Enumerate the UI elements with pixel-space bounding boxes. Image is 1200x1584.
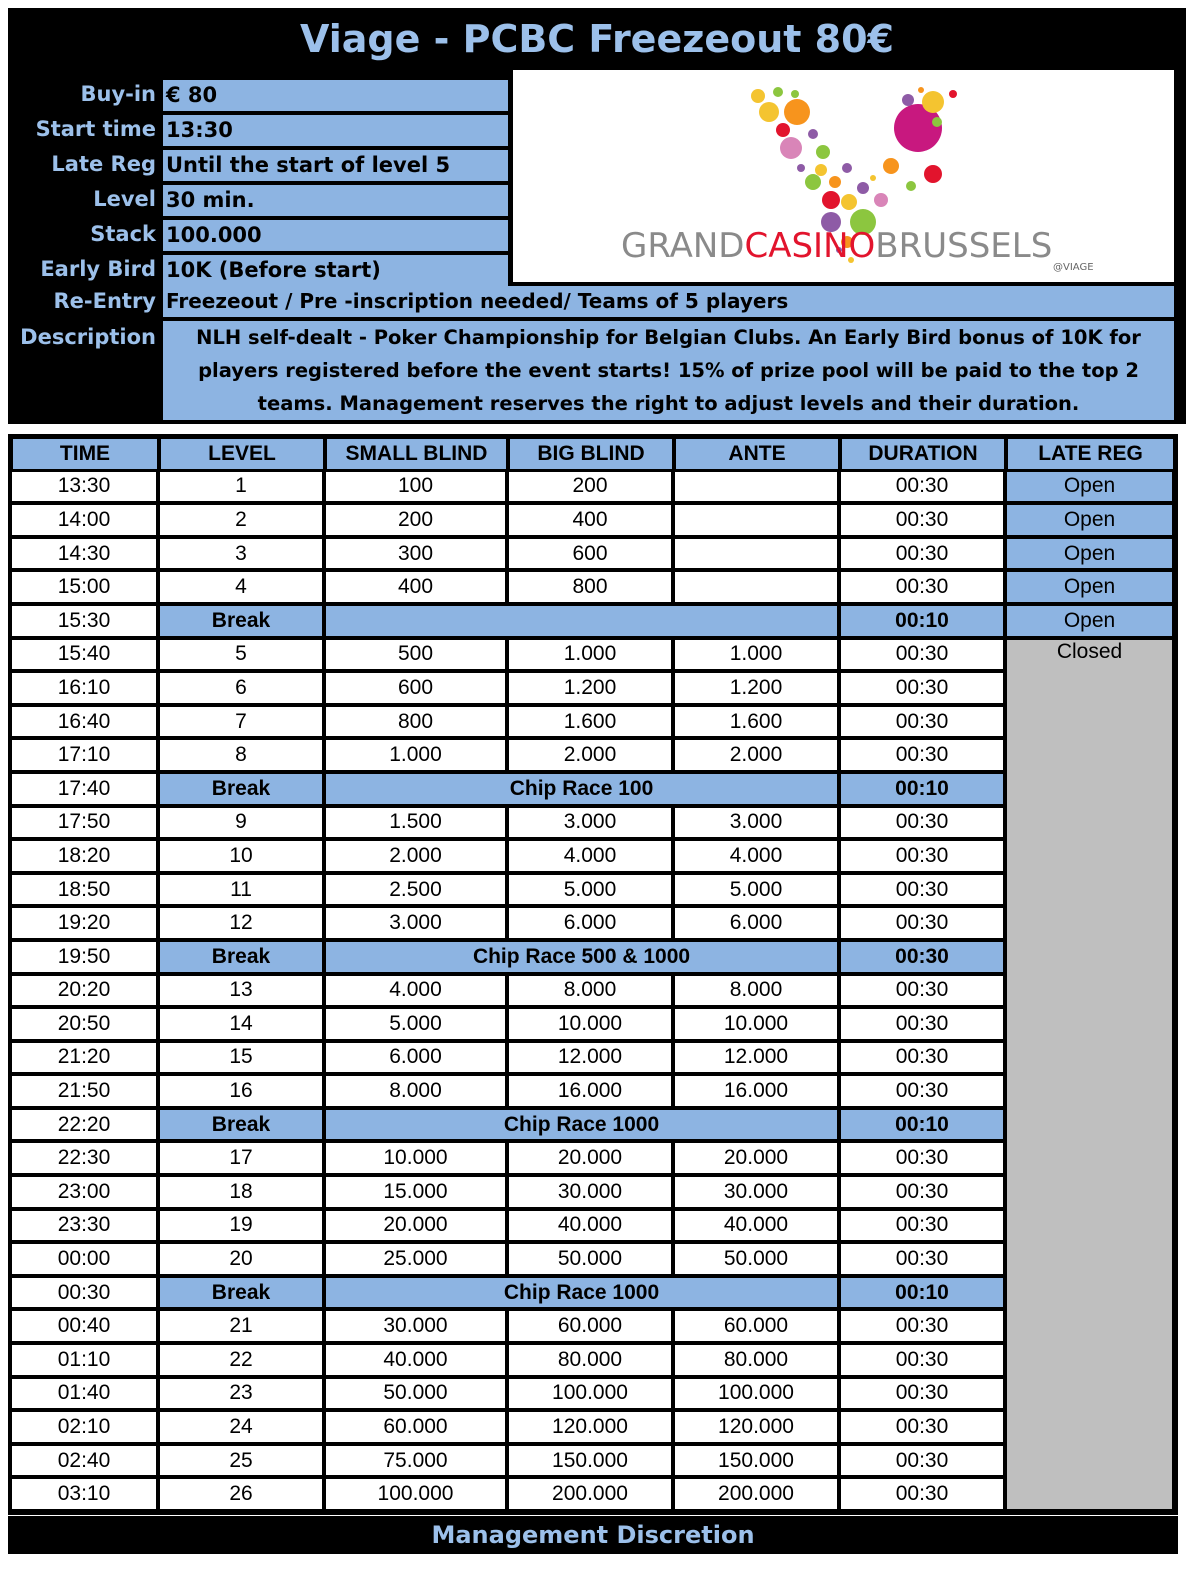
- blind-structure-table: [11, 437, 1175, 1512]
- cell-level: 20: [159, 1243, 325, 1277]
- cell-break-note: Chip Race 500 & 1000: [325, 941, 840, 975]
- column-header-big-blind: BIG BLIND: [508, 437, 674, 471]
- cell-small-blind: 20.000: [325, 1210, 508, 1244]
- cell-ante: 1.000: [674, 639, 840, 673]
- cell-level: 21: [159, 1310, 325, 1344]
- cell-ante: 16.000: [674, 1075, 840, 1109]
- cell-small-blind: 6.000: [325, 1042, 508, 1076]
- cell-ante: 100.000: [674, 1378, 840, 1412]
- cell-level: 26: [159, 1478, 325, 1512]
- cell-big-blind: 12.000: [508, 1042, 674, 1076]
- cell-small-blind: 200: [325, 504, 508, 538]
- cell-big-blind: 10.000: [508, 1008, 674, 1042]
- cell-time: 15:30: [11, 605, 159, 639]
- cell-late-reg-open: Open: [1006, 504, 1175, 538]
- info-late-reg: [8, 148, 508, 181]
- cell-time: 23:00: [11, 1176, 159, 1210]
- logo-word-brussels: BRUSSELS: [875, 226, 1053, 266]
- cell-level: 6: [159, 672, 325, 706]
- level-row: [11, 1243, 1175, 1277]
- cell-small-blind: 100: [325, 471, 508, 505]
- level-row: [11, 874, 1175, 908]
- cell-big-blind: 80.000: [508, 1344, 674, 1378]
- cell-ante: [674, 538, 840, 572]
- cell-duration: 00:30: [840, 975, 1006, 1009]
- info-value: 13:30: [163, 115, 508, 146]
- logo-tagline: @VIAGE: [1053, 262, 1094, 273]
- table-header-row: [11, 437, 1175, 471]
- logo-word-casino: CASINO: [744, 226, 876, 266]
- cell-ante: 30.000: [674, 1176, 840, 1210]
- cell-big-blind: 4.000: [508, 840, 674, 874]
- cell-big-blind: 8.000: [508, 975, 674, 1009]
- info-value: 30 min.: [163, 185, 508, 216]
- cell-duration: 00:30: [840, 941, 1006, 975]
- info-value: € 80: [163, 80, 508, 111]
- cell-level: 9: [159, 807, 325, 841]
- cell-ante: 2.000: [674, 739, 840, 773]
- break-row: [11, 1277, 1175, 1311]
- cell-level: 2: [159, 504, 325, 538]
- cell-time: 17:50: [11, 807, 159, 841]
- level-row: [11, 706, 1175, 740]
- header-panel: [8, 8, 1186, 424]
- cell-duration: 00:10: [840, 1109, 1006, 1143]
- cell-level: 14: [159, 1008, 325, 1042]
- cell-time: 20:50: [11, 1008, 159, 1042]
- page-title: Viage - PCBC Freezeout 80€: [299, 17, 894, 61]
- cell-small-blind: 15.000: [325, 1176, 508, 1210]
- level-row: [11, 672, 1175, 706]
- cell-duration: 00:30: [840, 840, 1006, 874]
- info-buy-in: [8, 78, 508, 111]
- cell-level: 8: [159, 739, 325, 773]
- cell-level: 18: [159, 1176, 325, 1210]
- cell-small-blind: 75.000: [325, 1445, 508, 1479]
- level-row: [11, 739, 1175, 773]
- cell-big-blind: 3.000: [508, 807, 674, 841]
- cell-late-reg-open: Open: [1006, 605, 1175, 639]
- cell-big-blind: 20.000: [508, 1142, 674, 1176]
- cell-small-blind: 30.000: [325, 1310, 508, 1344]
- cell-big-blind: 60.000: [508, 1310, 674, 1344]
- cell-big-blind: 1.600: [508, 706, 674, 740]
- cell-break-label: Break: [159, 941, 325, 975]
- cell-big-blind: 150.000: [508, 1445, 674, 1479]
- level-row: [11, 538, 1175, 572]
- cell-big-blind: 40.000: [508, 1210, 674, 1244]
- info-description: [8, 320, 1174, 420]
- casino-logo-graphic: [513, 70, 1174, 282]
- cell-big-blind: 6.000: [508, 907, 674, 941]
- column-header-late-reg: LATE REG: [1006, 437, 1175, 471]
- cell-small-blind: 600: [325, 672, 508, 706]
- cell-duration: 00:30: [840, 1042, 1006, 1076]
- level-row: [11, 1210, 1175, 1244]
- cell-duration: 00:30: [840, 1478, 1006, 1512]
- cell-small-blind: 1.000: [325, 739, 508, 773]
- cell-ante: 50.000: [674, 1243, 840, 1277]
- cell-small-blind: 2.000: [325, 840, 508, 874]
- cell-level: 5: [159, 639, 325, 673]
- cell-level: 11: [159, 874, 325, 908]
- cell-duration: 00:30: [840, 1411, 1006, 1445]
- cell-duration: 00:30: [840, 1142, 1006, 1176]
- cell-big-blind: 30.000: [508, 1176, 674, 1210]
- info-label: Early Bird: [40, 257, 156, 281]
- cell-time: 18:20: [11, 840, 159, 874]
- info-label: Buy-in: [80, 82, 156, 106]
- info-label: Late Reg: [51, 152, 156, 176]
- info-label: Re-Entry: [53, 289, 156, 313]
- cell-level: 17: [159, 1142, 325, 1176]
- cell-level: 19: [159, 1210, 325, 1244]
- cell-small-blind: 40.000: [325, 1344, 508, 1378]
- cell-break-label: Break: [159, 1109, 325, 1143]
- cell-time: 22:30: [11, 1142, 159, 1176]
- cell-break-label: Break: [159, 605, 325, 639]
- level-row: [11, 1142, 1175, 1176]
- cell-level: 3: [159, 538, 325, 572]
- cell-small-blind: 2.500: [325, 874, 508, 908]
- info-label: Stack: [90, 222, 156, 246]
- cell-ante: 20.000: [674, 1142, 840, 1176]
- cell-time: 01:10: [11, 1344, 159, 1378]
- cell-duration: 00:30: [840, 504, 1006, 538]
- cell-break-label: Break: [159, 1277, 325, 1311]
- cell-small-blind: 4.000: [325, 975, 508, 1009]
- tournament-sheet: [8, 8, 1186, 1549]
- cell-duration: 00:30: [840, 1243, 1006, 1277]
- logo-wordmark: [621, 226, 1052, 266]
- cell-ante: 5.000: [674, 874, 840, 908]
- cell-break-note: Chip Race 1000: [325, 1109, 840, 1143]
- cell-ante: [674, 471, 840, 505]
- cell-small-blind: 3.000: [325, 907, 508, 941]
- cell-big-blind: 400: [508, 504, 674, 538]
- cell-small-blind: 60.000: [325, 1411, 508, 1445]
- column-header-ante: ANTE: [674, 437, 840, 471]
- column-header-small-blind: SMALL BLIND: [325, 437, 508, 471]
- cell-duration: 00:30: [840, 1445, 1006, 1479]
- cell-late-reg-open: Open: [1006, 538, 1175, 572]
- cell-duration: 00:30: [840, 471, 1006, 505]
- cell-ante: 12.000: [674, 1042, 840, 1076]
- level-row: [11, 571, 1175, 605]
- cell-late-reg-open: Open: [1006, 571, 1175, 605]
- cell-time: 17:40: [11, 773, 159, 807]
- cell-time: 02:10: [11, 1411, 159, 1445]
- cell-duration: 00:30: [840, 1075, 1006, 1109]
- cell-time: 23:30: [11, 1210, 159, 1244]
- cell-small-blind: 10.000: [325, 1142, 508, 1176]
- cell-duration: 00:30: [840, 571, 1006, 605]
- info-value: Freezeout / Pre -inscription needed/ Teams of 5 players: [163, 286, 1174, 317]
- column-header-level: LEVEL: [159, 437, 325, 471]
- cell-time: 13:30: [11, 471, 159, 505]
- cell-big-blind: 16.000: [508, 1075, 674, 1109]
- cell-small-blind: 50.000: [325, 1378, 508, 1412]
- cell-small-blind: 1.500: [325, 807, 508, 841]
- cell-time: 16:40: [11, 706, 159, 740]
- cell-ante: 120.000: [674, 1411, 840, 1445]
- cell-duration: 00:30: [840, 907, 1006, 941]
- cell-level: 10: [159, 840, 325, 874]
- cell-time: 01:40: [11, 1378, 159, 1412]
- info-level: [8, 183, 508, 216]
- cell-big-blind: 100.000: [508, 1378, 674, 1412]
- cell-time: 15:40: [11, 639, 159, 673]
- cell-duration: 00:30: [840, 874, 1006, 908]
- cell-time: 19:20: [11, 907, 159, 941]
- cell-level: 1: [159, 471, 325, 505]
- logo-word-grand: GRAND: [621, 226, 745, 266]
- cell-ante: 80.000: [674, 1344, 840, 1378]
- cell-duration: 00:30: [840, 739, 1006, 773]
- cell-duration: 00:30: [840, 1344, 1006, 1378]
- cell-level: 22: [159, 1344, 325, 1378]
- cell-late-reg-closed: Closed: [1006, 639, 1175, 1512]
- cell-big-blind: 200: [508, 471, 674, 505]
- level-row: [11, 1176, 1175, 1210]
- cell-time: 15:00: [11, 571, 159, 605]
- cell-time: 00:30: [11, 1277, 159, 1311]
- level-row: [11, 1008, 1175, 1042]
- cell-duration: 00:30: [840, 706, 1006, 740]
- cell-big-blind: 800: [508, 571, 674, 605]
- info-value: 10K (Before start): [163, 255, 508, 286]
- cell-level: 24: [159, 1411, 325, 1445]
- cell-ante: 150.000: [674, 1445, 840, 1479]
- cell-level: 12: [159, 907, 325, 941]
- level-row: [11, 840, 1175, 874]
- cell-big-blind: 5.000: [508, 874, 674, 908]
- info-re-entry: [8, 284, 1174, 318]
- cell-ante: [674, 571, 840, 605]
- cell-time: 21:20: [11, 1042, 159, 1076]
- cell-duration: 00:30: [840, 1176, 1006, 1210]
- level-row: [11, 639, 1175, 673]
- cell-ante: 200.000: [674, 1478, 840, 1512]
- cell-level: 23: [159, 1378, 325, 1412]
- info-value: Until the start of level 5: [163, 150, 508, 181]
- cell-time: 14:30: [11, 538, 159, 572]
- break-row: [11, 941, 1175, 975]
- cell-time: 14:00: [11, 504, 159, 538]
- cell-duration: 00:30: [840, 1378, 1006, 1412]
- cell-duration: 00:30: [840, 672, 1006, 706]
- level-row: [11, 471, 1175, 505]
- cell-break-note: [325, 605, 840, 639]
- column-header-duration: DURATION: [840, 437, 1006, 471]
- level-row: [11, 1445, 1175, 1479]
- cell-ante: 10.000: [674, 1008, 840, 1042]
- level-row: [11, 807, 1175, 841]
- cell-small-blind: 100.000: [325, 1478, 508, 1512]
- info-value: 100.000: [163, 220, 508, 251]
- cell-break-note: Chip Race 100: [325, 773, 840, 807]
- cell-big-blind: 2.000: [508, 739, 674, 773]
- cell-time: 20:20: [11, 975, 159, 1009]
- casino-logo: [513, 70, 1174, 282]
- footer-note: Management Discretion: [8, 1516, 1178, 1554]
- table-body: [11, 471, 1175, 1512]
- cell-ante: 6.000: [674, 907, 840, 941]
- level-row: [11, 1310, 1175, 1344]
- cell-break-label: Break: [159, 773, 325, 807]
- cell-small-blind: 300: [325, 538, 508, 572]
- cell-time: 03:10: [11, 1478, 159, 1512]
- cell-small-blind: 8.000: [325, 1075, 508, 1109]
- cell-duration: 00:10: [840, 1277, 1006, 1311]
- cell-small-blind: 5.000: [325, 1008, 508, 1042]
- cell-ante: 8.000: [674, 975, 840, 1009]
- cell-level: 13: [159, 975, 325, 1009]
- cell-big-blind: 50.000: [508, 1243, 674, 1277]
- level-row: [11, 504, 1175, 538]
- level-row: [11, 1411, 1175, 1445]
- break-row: [11, 773, 1175, 807]
- cell-big-blind: 600: [508, 538, 674, 572]
- cell-small-blind: 800: [325, 706, 508, 740]
- level-row: [11, 1378, 1175, 1412]
- cell-duration: 00:30: [840, 538, 1006, 572]
- blind-structure: [8, 434, 1178, 1515]
- cell-time: 16:10: [11, 672, 159, 706]
- cell-big-blind: 200.000: [508, 1478, 674, 1512]
- cell-time: 00:40: [11, 1310, 159, 1344]
- cell-ante: 60.000: [674, 1310, 840, 1344]
- cell-level: 4: [159, 571, 325, 605]
- cell-duration: 00:30: [840, 1310, 1006, 1344]
- cell-level: 7: [159, 706, 325, 740]
- cell-duration: 00:10: [840, 773, 1006, 807]
- cell-time: 19:50: [11, 941, 159, 975]
- cell-duration: 00:30: [840, 807, 1006, 841]
- cell-ante: 3.000: [674, 807, 840, 841]
- level-row: [11, 975, 1175, 1009]
- cell-level: 15: [159, 1042, 325, 1076]
- cell-duration: 00:30: [840, 1008, 1006, 1042]
- level-row: [11, 1478, 1175, 1512]
- level-row: [11, 1075, 1175, 1109]
- info-label: Start time: [35, 117, 156, 141]
- info-label: Description: [20, 325, 156, 349]
- cell-time: 22:20: [11, 1109, 159, 1143]
- cell-ante: 1.200: [674, 672, 840, 706]
- info-early-bird: [8, 253, 508, 286]
- cell-level: 25: [159, 1445, 325, 1479]
- cell-ante: 1.600: [674, 706, 840, 740]
- column-header-time: TIME: [11, 437, 159, 471]
- cell-small-blind: 500: [325, 639, 508, 673]
- cell-break-note: Chip Race 1000: [325, 1277, 840, 1311]
- cell-time: 17:10: [11, 739, 159, 773]
- level-row: [11, 1344, 1175, 1378]
- cell-ante: 4.000: [674, 840, 840, 874]
- break-row: [11, 605, 1175, 639]
- cell-big-blind: 120.000: [508, 1411, 674, 1445]
- cell-time: 02:40: [11, 1445, 159, 1479]
- cell-big-blind: 1.200: [508, 672, 674, 706]
- cell-duration: 00:30: [840, 639, 1006, 673]
- cell-time: 21:50: [11, 1075, 159, 1109]
- cell-duration: 00:30: [840, 1210, 1006, 1244]
- cell-big-blind: 1.000: [508, 639, 674, 673]
- info-value: NLH self-dealt - Poker Championship for Belgian Clubs. An Early Bird bonus of 10K for players registered before the event starts! 15% of prize pool will be paid to the top 2 teams. Management reserves the right to adjust levels and their duration.: [163, 321, 1174, 420]
- info-start-time: [8, 113, 508, 146]
- cell-ante: [674, 504, 840, 538]
- cell-level: 16: [159, 1075, 325, 1109]
- cell-small-blind: 25.000: [325, 1243, 508, 1277]
- info-label: Level: [93, 187, 156, 211]
- cell-ante: 40.000: [674, 1210, 840, 1244]
- cell-duration: 00:10: [840, 605, 1006, 639]
- info-stack: [8, 218, 508, 251]
- level-row: [11, 907, 1175, 941]
- level-row: [11, 1042, 1175, 1076]
- cell-late-reg-open: Open: [1006, 471, 1175, 505]
- cell-time: 00:00: [11, 1243, 159, 1277]
- cell-time: 18:50: [11, 874, 159, 908]
- break-row: [11, 1109, 1175, 1143]
- cell-small-blind: 400: [325, 571, 508, 605]
